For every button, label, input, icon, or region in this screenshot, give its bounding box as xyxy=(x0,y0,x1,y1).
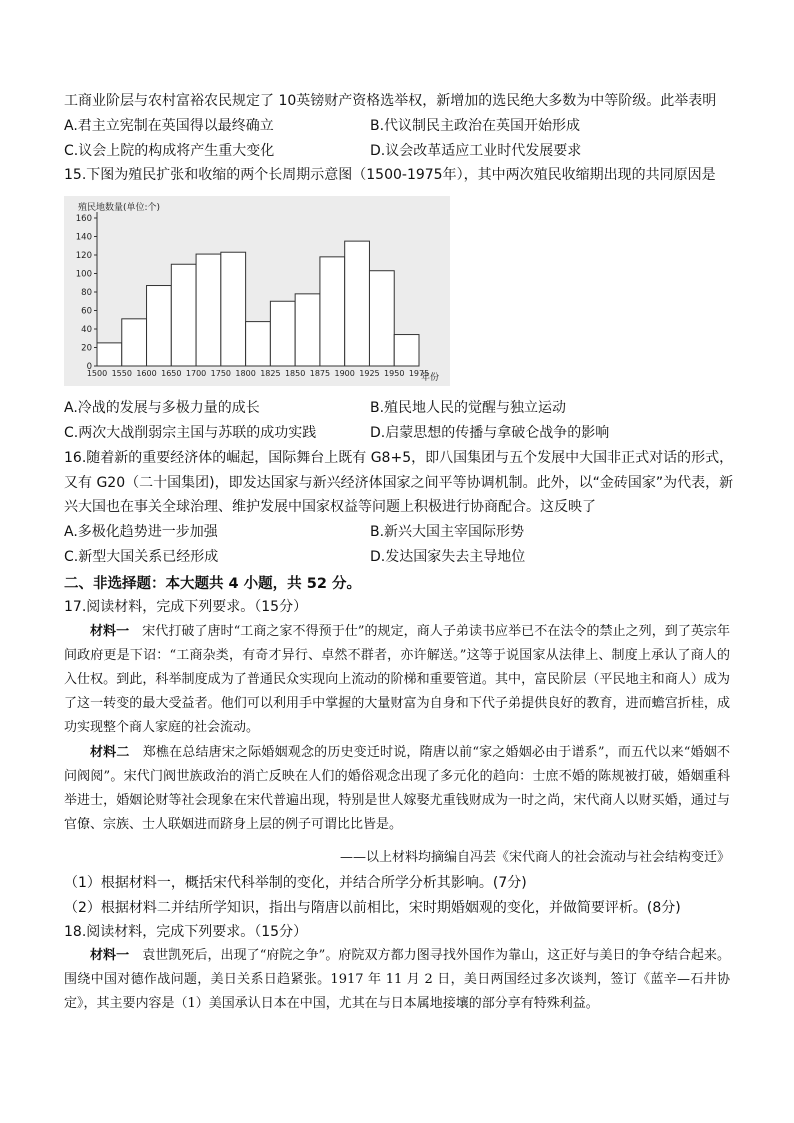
y-tick-label: 20 xyxy=(81,343,92,354)
x-tick-label: 1950 xyxy=(384,369,405,378)
y-tick-label: 40 xyxy=(81,325,92,335)
x-tick-label: 1975 xyxy=(408,369,430,378)
q14-option-c[interactable]: C.议会上院的构成将产生重大变化 xyxy=(64,143,275,159)
q17-requirement-1: （1）根据材料一，概括宋代科举制的变化，并结合所学分析其影响。(7分) xyxy=(64,875,527,891)
bar xyxy=(394,335,419,366)
q16-stem-line-3: 兴大国也在事关全球治理、维护发展中国家权益等问题上积极进行协商配合。这反映了 xyxy=(64,499,596,515)
q16-option-b[interactable]: B.新兴大国主宰国际形势 xyxy=(370,524,525,540)
q16-stem-line-1: 16.随着新的重要经济体的崛起，国际舞台上既有 G8+5，即八国集团与五个发展中大国非正式对话的形式， xyxy=(64,450,734,466)
colony-count-bar-chart xyxy=(64,196,450,386)
q14-option-d[interactable]: D.议会改革适应工业时代发展要求 xyxy=(370,143,582,159)
bar xyxy=(122,319,147,366)
q17-material-2-text: 郑樵在总结唐宋之际婚姻观念的历史变迁时说，隋唐以前“家之婚姻必由于谱系”，而五代以来“婚姻不问阀阅”。宋代门阀世族政治的消亡反映在人们的婚俗观念出现了多元化的趋向：士庶不婚的陈规被打破，婚姻重科举进士，婚姻论财等社会现象在宋代普遍出现，特别是世人嫁娶尤重钱财成为一时之尚，宋代商人以财买婚，通过与官僚、宗族、士人联姻进而跻身上层的例子可谓比比皆是。 xyxy=(64,745,730,832)
q17-requirement-2: （2）根据材料二并结所学知识，指出与隋唐以前相比，宋时期婚姻观的变化，并做简要评析。(8分) xyxy=(64,900,681,916)
q16-option-d[interactable]: D.发达国家失去主导地位 xyxy=(370,549,526,565)
q18-material-1 xyxy=(64,944,730,1016)
q14-stem-tail: 工商业阶层与农村富裕农民规定了 10英镑财产资格选举权，新增加的选民绝大多数为中等阶级。此举表明 xyxy=(64,93,717,109)
q18-material-1-label: 材料一 xyxy=(90,948,130,963)
q14-option-a[interactable]: A.君主立宪制在英国得以最终确立 xyxy=(64,118,274,134)
q15-stem: 15.下图为殖民扩张和收缩的两个长周期示意图（1500-1975年），其中两次殖民收缩期出现的共同原因是 xyxy=(64,167,716,183)
q18-material-1-text: 袁世凯死后，出现了“府院之争”。府院双方都力图寻找外国作为靠山，这正好与美日的争夺结合起来。围绕中国对德作战问题，美日关系日趋紧张。1917 年 11 月 2 日，美日两国经过多次谈判，签订《蓝辛—石井协定》，其主要内容是（1）美国承认日本在中国，尤其在与日本属地接壤的部分享有特殊利益。 xyxy=(64,948,730,1011)
bar xyxy=(246,322,271,366)
x-axis-label: 年份 xyxy=(421,373,440,383)
bar xyxy=(97,343,122,366)
bar xyxy=(369,271,394,366)
y-tick-label: 160 xyxy=(75,214,92,224)
bar xyxy=(345,241,370,366)
x-tick-label: 1925 xyxy=(359,369,380,378)
q18-stem: 18.阅读材料，完成下列要求。（15分） xyxy=(64,924,308,940)
q16-option-c[interactable]: C.新型大国关系已经形成 xyxy=(64,549,219,565)
x-tick-label: 1600 xyxy=(136,369,157,378)
section-heading: 二、非选择题：本大题共 4 小题，共 52 分。 xyxy=(64,576,361,592)
q17-material-1-label: 材料一 xyxy=(90,624,130,639)
y-tick-label: 80 xyxy=(81,288,92,298)
y-tick-label: 140 xyxy=(75,232,92,243)
x-tick-label: 1550 xyxy=(111,369,132,378)
x-tick-label: 1750 xyxy=(210,369,232,378)
chart-title: 殖民地数量(单位:个) xyxy=(78,203,161,213)
x-tick-label: 1825 xyxy=(260,369,281,378)
bar xyxy=(295,294,320,366)
q17-material-1-text: 宋代打破了唐时“工商之家不得预于仕”的规定，商人子弟读书应举已不在法令的禁止之列，到了英宗年间政府更是下诏：“工商杂类，有奇才异行、卓然不群者，亦许解送。”这等于说国家从法律上、制度上承认了商人的入仕权。到此，科举制度成为了普通民众实现向上流动的阶梯和重要管道。其中，富民阶层（平民地主和商人）成为了这一转变的最大受益者。他们可以利用手中掌握的大量财富为自身和下代子弟提供良好的教育，进而蟾宫折桂，成功实现整个商人家庭的社会流动。 xyxy=(64,624,730,735)
q17-material-2-label: 材料二 xyxy=(90,745,130,760)
x-tick-label: 1800 xyxy=(235,369,256,378)
q15-option-a[interactable]: A.冷战的发展与多极力量的成长 xyxy=(64,400,260,416)
q16-option-a[interactable]: A.多极化趋势进一步加强 xyxy=(64,524,218,540)
q17-material-2 xyxy=(64,741,730,837)
bar xyxy=(221,252,246,366)
bar xyxy=(270,301,295,366)
x-tick-label: 1850 xyxy=(284,369,306,378)
x-tick-label: 1900 xyxy=(334,369,355,378)
y-tick-label: 0 xyxy=(86,362,92,372)
x-tick-label: 1650 xyxy=(161,369,182,378)
q15-option-d[interactable]: D.启蒙思想的传播与拿破仑战争的影响 xyxy=(370,425,610,441)
bar xyxy=(196,254,221,366)
x-tick-label: 1875 xyxy=(309,369,331,378)
bar xyxy=(147,286,172,366)
bar xyxy=(171,264,196,366)
q15-option-c[interactable]: C.两次大战削弱宗主国与苏联的成功实践 xyxy=(64,425,317,441)
x-tick-label: 1500 xyxy=(86,369,108,378)
q17-stem: 17.阅读材料，完成下列要求。（15分） xyxy=(64,599,308,615)
x-tick-label: 1700 xyxy=(185,369,207,378)
y-tick-label: 120 xyxy=(75,251,92,261)
y-tick-label: 100 xyxy=(75,269,92,280)
q14-option-b[interactable]: B.代议制民主政治在英国开始形成 xyxy=(370,118,581,134)
q16-stem-line-2: 又有 G20（二十国集团)，即发达国家与新兴经济体国家之间平等协调机制。此外，以“金砖国家”为代表，新 xyxy=(64,475,734,491)
q17-source: ——以上材料均摘编自冯芸《宋代商人的社会流动与社会结构变迁》 xyxy=(339,850,730,865)
y-tick-label: 60 xyxy=(81,306,92,317)
q15-option-b[interactable]: B.殖民地人民的觉醒与独立运动 xyxy=(370,400,567,416)
bar xyxy=(320,257,345,366)
q17-material-1 xyxy=(64,620,730,740)
